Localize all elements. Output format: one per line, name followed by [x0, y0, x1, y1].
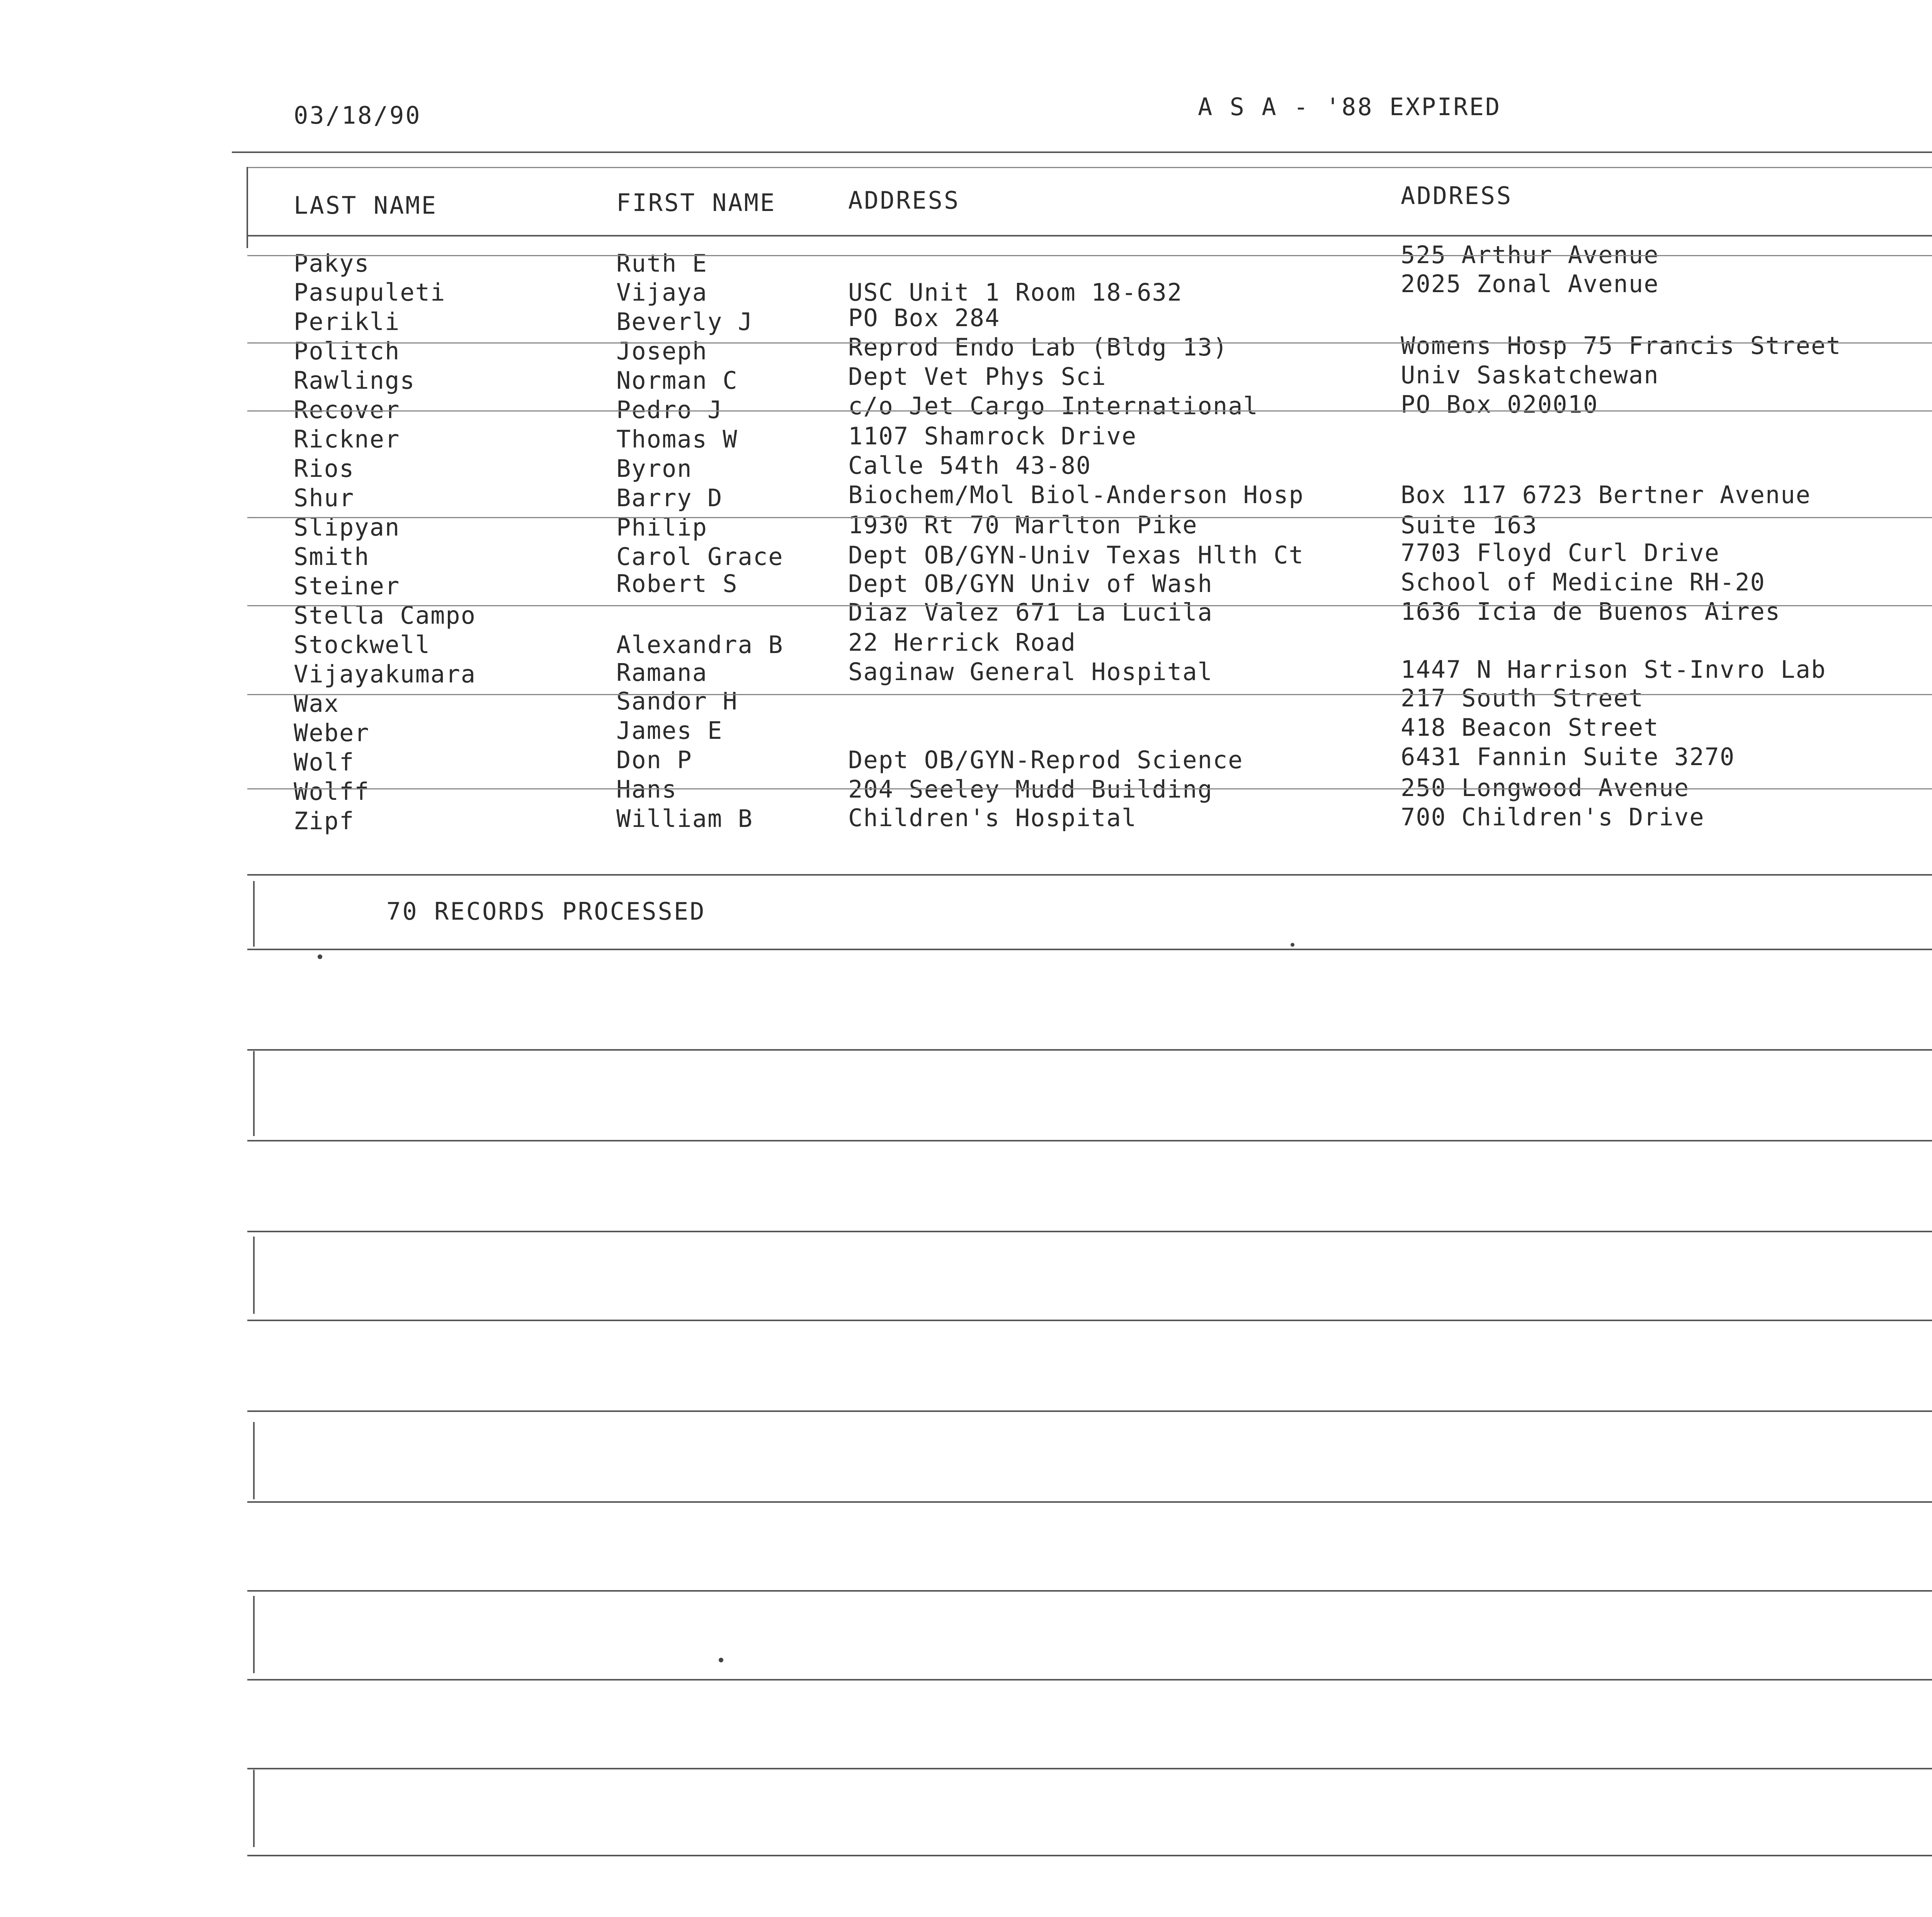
- first-name: Barry D: [616, 484, 723, 512]
- first-name: Joseph: [616, 337, 707, 365]
- margin-tick: [253, 1051, 255, 1136]
- form-line: [247, 694, 1932, 695]
- first-name: Philip: [616, 513, 707, 541]
- form-line: [247, 517, 1932, 518]
- last-name: Stella Campo: [294, 601, 476, 629]
- report-date: 03/18/90: [294, 101, 422, 129]
- address-2: 1636 Icia de Buenos Aires: [1401, 597, 1781, 626]
- first-name: Ruth E: [616, 249, 707, 277]
- address-1: USC Unit 1 Room 18-632: [848, 278, 1183, 306]
- address-1: Dept OB/GYN-Univ Texas Hlth Ct: [848, 541, 1304, 569]
- first-name: Alexandra B: [616, 631, 784, 659]
- first-name: Pedro J: [616, 396, 723, 424]
- address-2: 217 South Street: [1401, 684, 1644, 712]
- address-2: 700 Children's Drive: [1401, 803, 1705, 831]
- column-header-rule: [247, 235, 1932, 236]
- address-1: Dept Vet Phys Sci: [848, 362, 1107, 391]
- last-name: Perikli: [294, 308, 400, 336]
- header-rule-secondary: [247, 167, 1932, 168]
- table-row: [0, 803, 1932, 836]
- form-line: [247, 788, 1932, 789]
- address-2: Womens Hosp 75 Francis Street: [1401, 332, 1842, 360]
- table-row: [0, 451, 1932, 484]
- table-row: [0, 774, 1932, 807]
- table-row: [0, 568, 1932, 601]
- address-1: c/o Jet Cargo International: [848, 392, 1259, 420]
- address-1: 1930 Rt 70 Marlton Pike: [848, 511, 1198, 539]
- address-2: 418 Beacon Street: [1401, 713, 1659, 742]
- table-row: [0, 743, 1932, 777]
- form-line: [247, 1501, 1932, 1503]
- address-1: Calle 54th 43-80: [848, 451, 1092, 480]
- address-1: Biochem/Mol Biol-Anderson Hosp: [848, 481, 1304, 509]
- address-2: Suite 163: [1401, 511, 1537, 539]
- first-name: Don P: [616, 746, 692, 774]
- column-header-address-1: ADDRESS: [848, 186, 960, 214]
- address-2: 525 Arthur Avenue: [1401, 241, 1659, 269]
- form-line: [247, 410, 1932, 412]
- first-name: Byron: [616, 454, 692, 483]
- address-2: PO Box 020010: [1401, 390, 1599, 418]
- form-line: [247, 1320, 1932, 1321]
- last-name: Pakys: [294, 249, 370, 277]
- margin-tick: [253, 1237, 255, 1314]
- table-row: [0, 361, 1932, 396]
- last-name: Steiner: [294, 572, 400, 600]
- first-name: Thomas W: [616, 425, 738, 453]
- first-name: William B: [616, 805, 753, 833]
- table-row: [0, 481, 1932, 513]
- form-line: [247, 1855, 1932, 1856]
- records-processed: 70 RECORDS PROCESSED: [386, 897, 706, 925]
- form-line: [247, 1768, 1932, 1769]
- address-2: 1447 N Harrison St-Invro Lab: [1401, 655, 1827, 684]
- last-name: Weber: [294, 719, 370, 747]
- address-1: 1107 Shamrock Drive: [848, 422, 1137, 450]
- first-name: Ramana: [616, 658, 707, 687]
- address-2: School of Medicine RH-20: [1401, 568, 1765, 596]
- last-name: Pasupuleti: [294, 278, 446, 306]
- scan-speck: [1291, 943, 1294, 947]
- address-1: PO Box 284: [848, 304, 1000, 332]
- last-name: Wolf: [294, 748, 355, 776]
- last-name: Wolff: [294, 777, 370, 806]
- form-line: [247, 1679, 1932, 1681]
- address-1: Dept OB/GYN-Reprod Science: [848, 746, 1243, 774]
- first-name: Robert S: [616, 570, 738, 598]
- margin-tick: [253, 1770, 255, 1847]
- last-name: Recover: [294, 396, 400, 424]
- first-name: Norman C: [616, 366, 738, 395]
- address-1: Diaz Valez 671 La Lucila: [848, 598, 1213, 626]
- address-1: 22 Herrick Road: [848, 628, 1076, 657]
- form-line: [247, 1140, 1932, 1141]
- margin-tick: [253, 1596, 255, 1673]
- last-name: Wax: [294, 689, 339, 718]
- address-1: 204 Seeley Mudd Building: [848, 775, 1213, 803]
- last-name: Stockwell: [294, 631, 430, 659]
- address-2: 2025 Zonal Avenue: [1401, 270, 1659, 298]
- first-name: Sandor H: [616, 687, 738, 715]
- last-name: Smith: [294, 543, 370, 571]
- last-name: Slipyan: [294, 513, 400, 541]
- last-name: Zipf: [294, 807, 355, 835]
- address-1: Saginaw General Hospital: [848, 658, 1213, 686]
- last-name: Politch: [294, 337, 400, 365]
- address-1: Reprod Endo Lab (Bldg 13): [848, 333, 1228, 361]
- address-2: Univ Saskatchewan: [1401, 361, 1659, 389]
- form-line: [247, 949, 1932, 950]
- column-header-first-name: FIRST NAME: [616, 189, 776, 217]
- margin-tick: [253, 1422, 255, 1499]
- column-header-address-2: ADDRESS: [1401, 182, 1513, 210]
- address-2: 250 Longwood Avenue: [1401, 774, 1690, 802]
- scan-speck: [719, 1658, 723, 1662]
- address-1: Children's Hospital: [848, 804, 1137, 832]
- report-title: A S A - '88 EXPIRED: [1198, 93, 1502, 121]
- last-name: Rickner: [294, 425, 400, 453]
- first-name: Beverly J: [616, 308, 753, 336]
- address-2: 7703 Floyd Curl Drive: [1401, 539, 1720, 567]
- first-name: Vijaya: [616, 278, 707, 306]
- last-name: Vijayakumara: [294, 660, 476, 688]
- header-rule: [232, 151, 1932, 153]
- scan-speck: [318, 954, 322, 959]
- table-row: [0, 422, 1932, 454]
- address-2: 6431 Fannin Suite 3270: [1401, 743, 1735, 771]
- form-line: [247, 1590, 1932, 1592]
- last-name: Shur: [294, 484, 355, 512]
- form-line: [247, 605, 1932, 606]
- table-row: [0, 270, 1932, 308]
- first-name: James E: [616, 716, 723, 745]
- margin-tick: [253, 881, 255, 947]
- form-line: [247, 1231, 1932, 1232]
- table-bottom-rule: [247, 874, 1932, 876]
- form-line: [247, 1049, 1932, 1051]
- form-line: [247, 255, 1932, 256]
- column-header-last-name: LAST NAME: [294, 191, 437, 219]
- form-line: [247, 342, 1932, 344]
- address-2: Box 117 6723 Bertner Avenue: [1401, 481, 1811, 509]
- table-row: [0, 539, 1932, 572]
- address-1: Dept OB/GYN Univ of Wash: [848, 570, 1213, 598]
- first-name: Carol Grace: [616, 543, 784, 571]
- form-line: [247, 1410, 1932, 1412]
- first-name: Hans: [616, 775, 677, 803]
- last-name: Rios: [294, 454, 355, 483]
- last-name: Rawlings: [294, 366, 415, 395]
